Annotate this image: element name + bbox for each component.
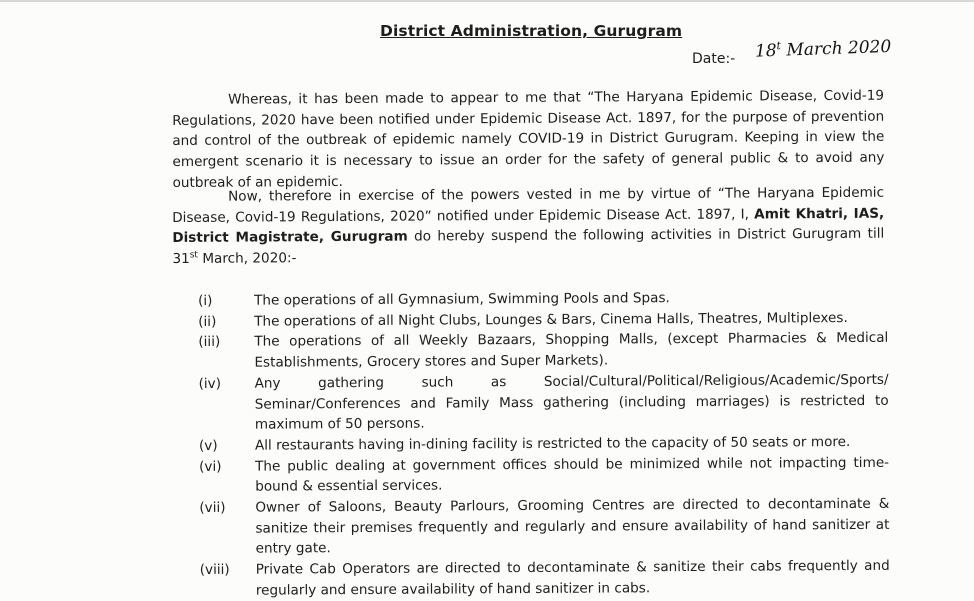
list-item-text: The public dealing at government offices should be minimized while not impacting time-bound & essential services. bbox=[255, 454, 890, 495]
paragraph-order bbox=[172, 183, 884, 270]
list-item bbox=[200, 556, 890, 601]
list-item-text: The operations of all Gymnasium, Swimming Pools and Spas. bbox=[254, 290, 670, 309]
paragraph-whereas bbox=[172, 86, 885, 194]
list-item-number: (vii) bbox=[199, 499, 226, 517]
list-item bbox=[198, 328, 888, 374]
paragraph-whereas-text: Whereas, it has been made to appear to me that “The Haryana Epidemic Disease, Covid-19 Regulations, 2020 have been notified under Epidemic Disease Act. 1897, for the purpose of prevention and control of the outbreak of epidemic namely COVID-19 in District Gurugram. Keeping in view the emergent scenario it is necessary to issue an order for the safety of general public & to avoid any outbreak of an epidemic. bbox=[172, 87, 885, 191]
date-day: 18 bbox=[754, 40, 778, 62]
paragraph-order-text-1: Now, therefore in exercise of the powers vested in me by virtue of “The Haryana Epidemic Disease, Covid-19 Regulations, 2020” notified under Epidemic Disease Act. 1897, I, bbox=[172, 184, 885, 226]
date-month-year: March 2020 bbox=[786, 36, 892, 61]
paragraph-order-text-3: March, 2020:- bbox=[202, 250, 297, 267]
list-item bbox=[199, 452, 889, 498]
date-label: Date:- bbox=[692, 51, 736, 67]
list-item-text: All restaurants having in-dining facility is restricted to the capacity of 50 seats or more. bbox=[254, 433, 851, 454]
list-item-number: (viii) bbox=[199, 561, 230, 579]
list-item-number: (v) bbox=[198, 437, 218, 454]
list-item-number: (vi) bbox=[199, 458, 222, 475]
list-item-text: Any gathering such as Social/Cultural/Political/Religious/Academic/Sports/ Seminar/Conferences and Family Mass gathering (including marriages) is restricted to maximum of 50 persons. bbox=[254, 371, 889, 433]
list-item-number: (iii) bbox=[198, 334, 221, 351]
list-item bbox=[199, 370, 889, 436]
list-item-number: (ii) bbox=[198, 313, 217, 330]
list-item-number: (iv) bbox=[198, 375, 222, 392]
list-item-text: Owner of Saloons, Beauty Parlours, Grooming Centres are directed to decontaminate & sanitize their premises frequently and regularly and ensure availability of hand sanitizer at entry gate. bbox=[255, 495, 890, 558]
scan-edge bbox=[0, 0, 974, 2]
magistrate-name: Amit Khatri, IAS, District Magistrate, Gurugram bbox=[172, 205, 885, 247]
list-item bbox=[199, 494, 889, 560]
date-day-suffix: t bbox=[776, 39, 782, 53]
list-item-text: The operations of all Night Clubs, Lounges & Bars, Cinema Halls, Theatres, Multiplexes. bbox=[254, 309, 848, 330]
suspended-activities-list bbox=[198, 287, 890, 601]
document-title: District Administration, Gurugram bbox=[380, 22, 683, 40]
handwritten-date bbox=[755, 35, 892, 61]
paragraph-order-text-2: do hereby suspend the following activities in District Gurugram till 31 bbox=[172, 226, 885, 268]
ordinal-suffix: st bbox=[189, 250, 198, 261]
list-item-text: Private Cab Operators are directed to decontaminate & sanitize their cabs frequently and regularly and ensure availability of hand sanitizer in cabs. bbox=[255, 557, 890, 599]
list-item-text: The operations of all Weekly Bazaars, Shopping Malls, (except Pharmacies & Medical Establishments, Grocery stores and Super Markets). bbox=[254, 330, 889, 371]
list-item-number: (i) bbox=[198, 292, 213, 309]
